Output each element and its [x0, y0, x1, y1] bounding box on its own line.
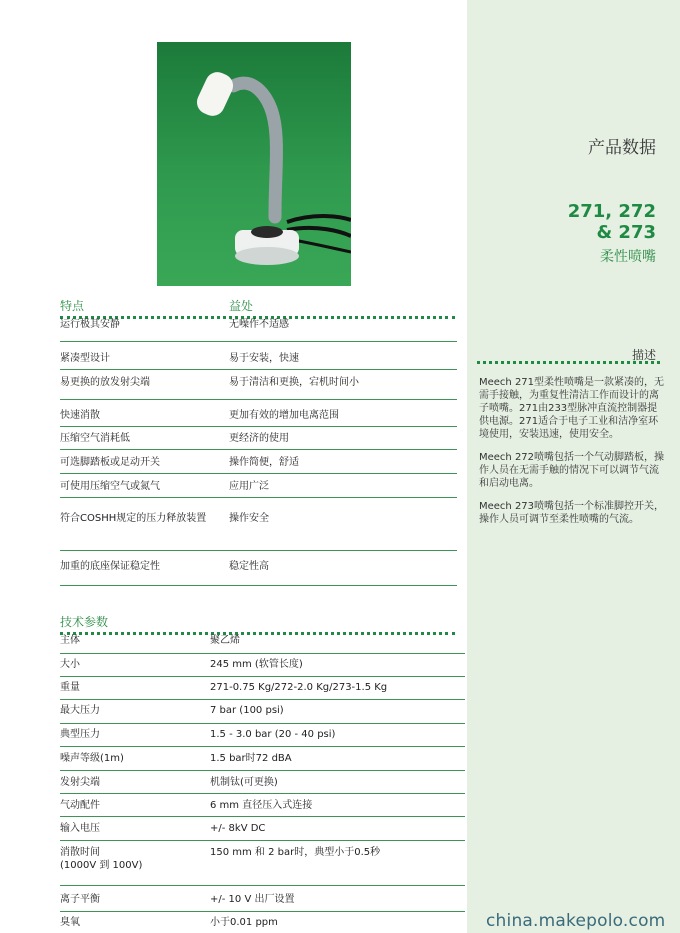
description-block [479, 376, 667, 536]
spec-value: 150 mm 和 2 bar时，典型小于0.5秒 [210, 847, 381, 858]
row-divider [60, 473, 457, 474]
row-divider [60, 449, 457, 450]
benefit-text: 应用广泛 [229, 481, 269, 492]
feature-text: 运行极其安静 [60, 319, 120, 330]
spec-label: 消散时间 (1000V 到 100V) [60, 847, 143, 871]
model-line-1: 271, 272 [567, 201, 656, 222]
row-divider [60, 770, 465, 771]
feature-text: 易更换的放发射尖端 [60, 377, 150, 388]
description-paragraph-273: Meech 273喷嘴包括一个标准脚控开关，操作人员可调节至柔性喷嘴的气流。 [479, 501, 665, 525]
feature-text: 压缩空气消耗低 [60, 433, 130, 444]
row-divider [60, 885, 465, 886]
row-divider [60, 840, 465, 841]
feature-text: 加重的底座保证稳定性 [60, 561, 160, 572]
benefit-text: 易于安装，快速 [229, 353, 299, 364]
spec-label: 发射尖端 [60, 777, 100, 788]
spec-label: 输入电压 [60, 823, 100, 834]
feature-text: 快速消散 [60, 410, 100, 421]
spec-value: 271-0.75 Kg/272-2.0 Kg/273-1.5 Kg [210, 682, 388, 693]
spec-value: 小于0.01 ppm [210, 917, 278, 928]
nozzle-image [157, 42, 351, 286]
spec-value: 1.5 - 3.0 bar (20 - 40 psi) [210, 729, 336, 740]
feature-text: 可使用压缩空气或氮气 [60, 481, 160, 492]
feature-text: 可选脚踏板或足动开关 [60, 457, 160, 468]
spec-value: +/- 8kV DC [210, 823, 266, 834]
feature-text: 符合COSHH规定的压力释放装置 [60, 513, 207, 524]
benefit-text: 更加有效的增加电离范围 [229, 410, 339, 421]
product-subtitle: 柔性喷嘴 [600, 249, 656, 265]
row-divider [60, 723, 465, 724]
description-paragraph-272: Meech 272喷嘴包括一个气动脚踏板，操作人员在无需手触的情况下可以调节气流和启动电离。 [479, 452, 665, 489]
description-dotted-rule [477, 361, 660, 364]
spec-value: 1.5 bar时72 dBA [210, 753, 292, 764]
benefit-text: 操作简便，舒适 [229, 457, 299, 468]
spec-label: 臭氧 [60, 917, 80, 928]
spec-label: 典型压力 [60, 729, 100, 740]
benefit-text: 无噪作不适感 [229, 319, 289, 330]
spec-value: 245 mm (软管长度) [210, 659, 303, 670]
row-divider [60, 911, 465, 912]
spec-label: 重量 [60, 682, 80, 693]
spec-value: 机制钛(可更换) [210, 777, 278, 788]
benefit-text: 操作安全 [229, 513, 269, 524]
model-line-2: & 273 [596, 222, 656, 243]
row-divider [60, 699, 465, 700]
description-paragraph-271: Meech 271型柔性喷嘴是一款紧凑的，无需手接触，为重复性清洁工作而设计的离子喷嘴。271由233型脉冲直流控制器提供电源。271适合于电子工业和洁净室环境使用，安装迅速，使用安全。 [479, 377, 665, 440]
spec-label: 最大压力 [60, 705, 100, 716]
feature-text: 紧凑型设计 [60, 353, 110, 364]
spec-label: 噪声等级(1m) [60, 753, 124, 764]
spec-value: 6 mm 直径压入式连接 [210, 800, 313, 811]
row-divider [60, 793, 465, 794]
product-photo [157, 42, 351, 286]
row-divider [60, 341, 457, 342]
spec-label: 大小 [60, 659, 80, 670]
product-data-title: 产品数据 [588, 138, 656, 158]
row-divider [60, 585, 457, 586]
spec-value: 7 bar (100 psi) [210, 705, 284, 716]
row-divider [60, 497, 457, 498]
row-divider [60, 653, 465, 654]
row-divider [60, 746, 465, 747]
spec-label: 离子平衡 [60, 894, 100, 905]
row-divider [60, 676, 465, 677]
row-divider [60, 550, 457, 551]
spec-value: +/- 10 V 出厂设置 [210, 894, 295, 905]
description-title: 描述 [631, 348, 656, 362]
spec-label: 主体 [60, 635, 80, 646]
row-divider [60, 816, 465, 817]
spec-value: 聚乙烯 [210, 635, 240, 646]
row-divider [60, 369, 457, 370]
watermark: china.makepolo.com [486, 911, 666, 931]
specs-header: 技术参数 [60, 615, 109, 629]
features-header: 特点 [60, 299, 85, 313]
benefit-text: 稳定性高 [229, 561, 269, 572]
spec-label: 气动配件 [60, 800, 100, 811]
benefit-text: 易于清洁和更换，宕机时间小 [229, 377, 359, 388]
row-divider [60, 426, 457, 427]
benefit-text: 更经济的使用 [229, 433, 289, 444]
benefits-header: 益处 [229, 299, 254, 313]
row-divider [60, 399, 457, 400]
